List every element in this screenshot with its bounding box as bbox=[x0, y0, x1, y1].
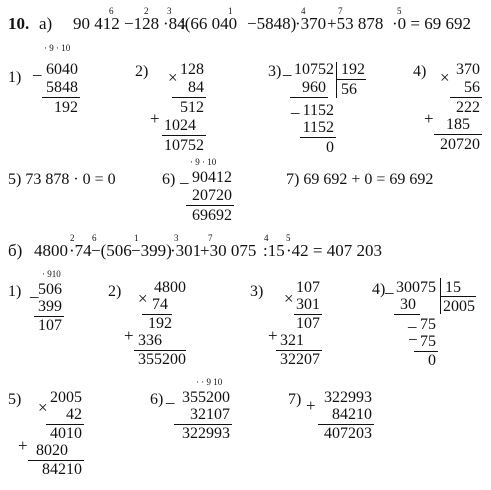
partial-product: 192 bbox=[148, 315, 172, 332]
minus-sign: _ bbox=[291, 97, 300, 116]
dividend: 30075 bbox=[396, 279, 436, 296]
borrow-marks: · 9 · 10 bbox=[190, 157, 217, 167]
quotient: 56 bbox=[341, 81, 357, 98]
subtracted-value: 960 bbox=[302, 79, 326, 96]
addend: 84210 bbox=[332, 406, 372, 423]
step-label: 1) bbox=[8, 69, 22, 86]
product: 20720 bbox=[440, 136, 480, 153]
remainder: 1152 bbox=[302, 102, 334, 119]
partial-product: 107 bbox=[296, 315, 320, 332]
step-label: 3) bbox=[250, 283, 264, 300]
minuend: 506 bbox=[38, 281, 62, 298]
order-mark: 6 bbox=[109, 6, 114, 16]
factor: 42 bbox=[66, 406, 82, 423]
plus-sign: + bbox=[150, 109, 160, 128]
times-sign: × bbox=[138, 289, 148, 308]
order-mark: 2 bbox=[70, 233, 75, 243]
dividend: 10752 bbox=[294, 61, 334, 78]
product: 84210 bbox=[42, 461, 82, 478]
partial-product: 185 bbox=[446, 116, 470, 133]
order-mark: 4 bbox=[264, 233, 269, 243]
borrow-marks: · 9 · 10 bbox=[44, 43, 71, 53]
minus-sign: _ bbox=[385, 277, 394, 296]
expr-a-part: 90 412 bbox=[73, 14, 120, 33]
expr-b-part: :15 bbox=[263, 241, 285, 260]
expr-a-part: −128 bbox=[124, 14, 160, 33]
plus-sign: + bbox=[306, 396, 316, 415]
factor: 128 bbox=[180, 61, 204, 78]
plus-sign: + bbox=[18, 436, 28, 455]
difference: 69692 bbox=[192, 207, 232, 224]
subtracted-value: 30 bbox=[400, 296, 416, 313]
subtracted-value: 1152 bbox=[302, 119, 334, 136]
times-sign: × bbox=[168, 68, 178, 87]
minuend: 6040 bbox=[46, 61, 78, 78]
times-sign: × bbox=[284, 289, 294, 308]
divisor: 15 bbox=[445, 279, 461, 296]
minus-sign: _ bbox=[30, 281, 39, 300]
expr-b-part: ·42 = 407 203 bbox=[286, 241, 382, 260]
factor: 301 bbox=[296, 296, 320, 313]
factor: 84 bbox=[188, 79, 204, 96]
plus-sign: + bbox=[424, 109, 434, 128]
step-label: 1) bbox=[8, 283, 22, 300]
order-mark: 1 bbox=[134, 233, 139, 243]
quotient: 2005 bbox=[443, 298, 475, 315]
calc-a5: 5) 73 878 · 0 = 0 bbox=[8, 171, 116, 188]
expr-b-part: 4800 bbox=[34, 241, 68, 260]
difference: 192 bbox=[54, 99, 78, 116]
minus-sign: _ bbox=[408, 311, 417, 330]
part-a-label: а) bbox=[39, 14, 53, 33]
divisor: 192 bbox=[341, 61, 365, 78]
partial-product: 321 bbox=[280, 332, 304, 349]
factor: 2005 bbox=[50, 389, 82, 406]
expr-a-part: ·84 bbox=[163, 14, 186, 33]
factor: 4800 bbox=[154, 279, 186, 296]
factor: 56 bbox=[464, 79, 480, 96]
subtracted-value: 75 bbox=[420, 333, 436, 350]
partial-product: 1024 bbox=[164, 117, 196, 134]
minus-sign: _ bbox=[33, 59, 42, 78]
expr-b-part: −(506 bbox=[91, 241, 132, 260]
subtrahend: 5848 bbox=[46, 79, 78, 96]
step-label: 5) bbox=[8, 391, 22, 408]
step-label: 6) bbox=[150, 391, 164, 408]
minus-sign: − bbox=[408, 330, 418, 349]
step-label: 4) bbox=[372, 281, 386, 298]
order-mark: 1 bbox=[228, 6, 233, 16]
remainder: 0 bbox=[326, 139, 334, 156]
times-sign: × bbox=[38, 398, 48, 417]
subtrahend: 32107 bbox=[190, 406, 230, 423]
part-b-label: б) bbox=[8, 241, 23, 260]
step-label: 4) bbox=[413, 63, 427, 80]
subtrahend: 20720 bbox=[192, 187, 232, 204]
minuend: 90412 bbox=[192, 169, 232, 186]
minus-sign: _ bbox=[166, 387, 175, 406]
expr-a-part: −5848) bbox=[247, 14, 297, 33]
expr-b-part: +30 075 bbox=[200, 241, 257, 260]
plus-sign: + bbox=[268, 326, 278, 345]
order-mark: 3 bbox=[167, 6, 172, 16]
order-mark: 5 bbox=[286, 233, 291, 243]
partial-product: 336 bbox=[138, 332, 162, 349]
sum: 407203 bbox=[324, 425, 372, 442]
product: 10752 bbox=[164, 137, 204, 154]
expr-b-part: ·301 bbox=[170, 241, 202, 260]
minuend: 355200 bbox=[182, 389, 230, 406]
order-mark: 5 bbox=[397, 6, 402, 16]
plus-sign: + bbox=[124, 326, 134, 345]
remainder: 0 bbox=[428, 352, 436, 369]
borrow-marks: · · 9 10 bbox=[196, 377, 223, 387]
step-label: 3) bbox=[268, 63, 282, 80]
difference: 322993 bbox=[182, 425, 230, 442]
order-mark: 6 bbox=[92, 233, 97, 243]
exercise-number: 10. bbox=[8, 14, 30, 33]
step-label: 7) bbox=[288, 391, 302, 408]
order-mark: 3 bbox=[174, 233, 179, 243]
expr-a-part: ·370 bbox=[295, 14, 327, 33]
order-mark: 7 bbox=[338, 6, 343, 16]
partial-product: 512 bbox=[180, 99, 204, 116]
product: 355200 bbox=[138, 351, 186, 368]
calc-a7: 7) 69 692 + 0 = 69 692 bbox=[286, 171, 434, 188]
order-mark: 7 bbox=[208, 233, 213, 243]
minus-sign: _ bbox=[283, 59, 292, 78]
order-mark: 4 bbox=[301, 6, 306, 16]
times-sign: × bbox=[440, 68, 450, 87]
minus-sign: _ bbox=[180, 167, 189, 186]
borrow-marks: · 910 bbox=[42, 269, 61, 279]
expr-a-part: +53 878 bbox=[327, 14, 384, 33]
order-mark: 2 bbox=[144, 6, 149, 16]
factor: 74 bbox=[152, 296, 168, 313]
expr-b-part: −399) bbox=[131, 241, 172, 260]
factor: 107 bbox=[296, 279, 320, 296]
step-label: 2) bbox=[135, 63, 149, 80]
subtrahend: 399 bbox=[38, 298, 62, 315]
expr-a-part: ·0 = 69 692 bbox=[392, 14, 471, 33]
product: 32207 bbox=[280, 351, 320, 368]
factor: 370 bbox=[456, 61, 480, 78]
step-label: 6) bbox=[162, 171, 176, 188]
expr-b-part: ·74 bbox=[69, 241, 92, 260]
partial-product: 4010 bbox=[50, 425, 82, 442]
partial-product: 8020 bbox=[36, 442, 68, 459]
expr-a-part: :(66 040 bbox=[180, 14, 238, 33]
remainder: 75 bbox=[420, 316, 436, 333]
step-label: 2) bbox=[108, 283, 122, 300]
partial-product: 222 bbox=[456, 99, 480, 116]
difference: 107 bbox=[38, 317, 62, 334]
addend: 322993 bbox=[324, 389, 372, 406]
